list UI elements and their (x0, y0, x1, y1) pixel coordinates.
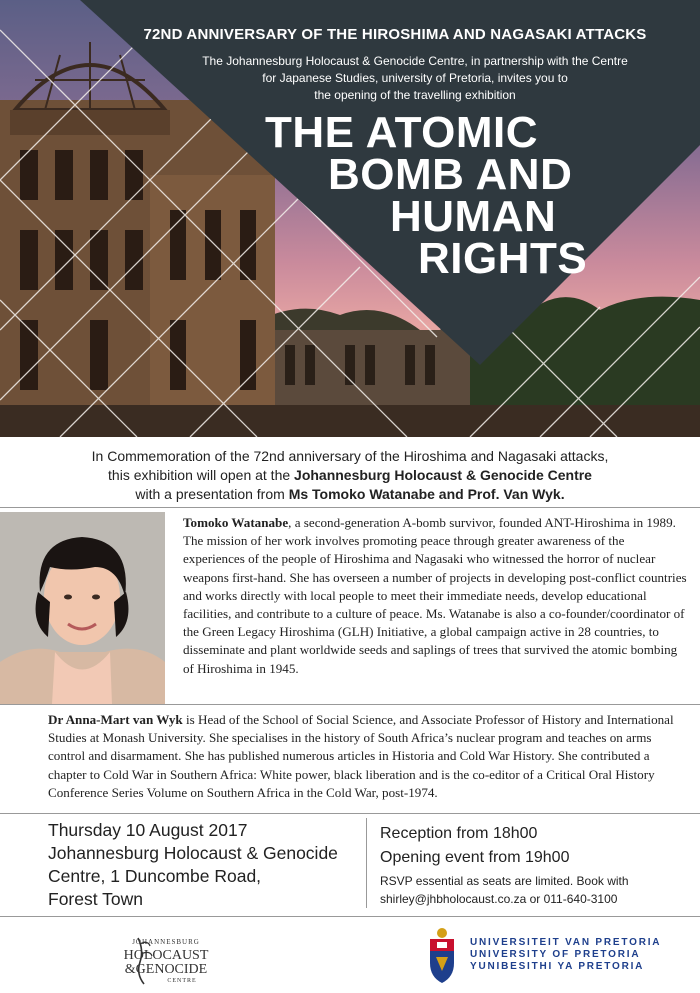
event-date: Thursday 10 August 2017 (48, 820, 248, 840)
invite-line: for Japanese Studies, university of Pretoria, invites you to (262, 71, 568, 85)
speaker-name: Tomoko Watanabe (183, 515, 289, 530)
jhb-logo-mid1: HOLOCAUST (123, 948, 209, 963)
invite-line: The Johannesburg Holocaust & Genocide Centre, in partnership with the Centre (202, 54, 628, 68)
divider (0, 916, 700, 917)
speaker-portrait (0, 512, 165, 704)
up-name-line: YUNIBESITHI YA PRETORIA (470, 961, 645, 972)
speaker-bio-van-wyk (48, 711, 688, 802)
commemoration-intro (0, 447, 700, 504)
intro-line (0, 466, 700, 485)
venue-line: Johannesburg Holocaust & Genocide (48, 843, 338, 863)
intro-line: In Commemoration of the 72nd anniversary of the Hiroshima and Nagasaki attacks, (91, 448, 609, 464)
event-date-venue (48, 819, 368, 911)
exhibition-title (265, 108, 595, 283)
speaker-name: Dr Anna-Mart van Wyk (48, 712, 183, 727)
event-times (380, 822, 680, 870)
speaker-bio-watanabe (0, 512, 700, 704)
bio-body: , a second-generation A-bomb survivor, founded ANT-Hiroshima in 1989. The mission of her work involves promoting peace through greater awareness of the experiences of the people of Hiroshima and Nagasaki who witnessed the horror of nuclear weapons first-hand. She has overseen a number of projects in developing post-conflict countries and works directly with local people to meet their immediate needs, develop educational facilities, and contribute to a culture of peace. Ms. Watanabe is also a co-founder/coordinator of the Green Legacy Hiroshima (GLH) Initiative, a global campaign active in 28 countries, to disseminate and plant worldwide seeds and saplings of trees that survived the atomic bombing of Hiroshima in 1945. (183, 515, 687, 676)
up-name-line: UNIVERSITY OF PRETORIA (470, 949, 641, 960)
intro-line (0, 485, 700, 504)
hero-banner (0, 0, 700, 437)
title-line: THE ATOMIC (265, 108, 539, 157)
jhb-logo-mid2: &GENOCIDE (124, 962, 208, 977)
up-name-line: UNIVERSITEIT VAN PRETORIA (470, 937, 662, 948)
speakers-highlight: Ms Tomoko Watanabe and Prof. Van Wyk. (288, 486, 565, 502)
rsvp-info (380, 872, 690, 908)
vertical-divider (366, 818, 367, 908)
invite-line: the opening of the travelling exhibition (314, 88, 516, 102)
opening-time: Opening event from 19h00 (380, 849, 570, 866)
anniversary-heading: 72ND ANNIVERSARY OF THE HIROSHIMA AND NAGASAKI ATTACKS (143, 26, 647, 43)
rsvp-line: RSVP essential as seats are limited. Book with (380, 874, 629, 888)
jhb-logo-top: JOHANNESBURG (132, 938, 200, 946)
venue-highlight: Johannesburg Holocaust & Genocide Centre (294, 467, 592, 483)
reception-time: Reception from 18h00 (380, 825, 538, 842)
bio-body: is Head of the School of Social Science, and Associate Professor of History and International Studies at Monash University. She specialises in the history of South Africa’s nuclear program and teaches on arms control and disarmament. She has published numerous articles in Historia and Cold War History. She contributed a chapter to Cold War in Southern Africa: White power, black liberation and is the co-editor of a Critical Oral History Conference Series Volume on Southern Africa in the Cold War, post-1974. (48, 712, 674, 800)
title-line: HUMAN (390, 192, 557, 241)
divider (0, 704, 700, 705)
intro-text: with a presentation from (135, 486, 289, 502)
divider (0, 507, 700, 508)
up-name (470, 937, 661, 973)
venue-line: Forest Town (48, 889, 143, 909)
title-line: BOMB AND (328, 150, 573, 199)
jhb-holocaust-centre-logo (100, 932, 220, 987)
bio-text (183, 514, 688, 678)
up-crest-icon (422, 925, 462, 987)
rsvp-contact[interactable]: shirley@jhbholocaust.co.za or 011-640-3100 (380, 892, 618, 906)
invitation-text (130, 53, 700, 104)
divider (0, 813, 700, 814)
jhb-logo-bottom: CENTRE (167, 978, 197, 984)
title-line: RIGHTS (418, 234, 588, 283)
intro-text: this exhibition will open at the (108, 467, 295, 483)
venue-line: Centre, 1 Duncombe Road, (48, 866, 262, 886)
